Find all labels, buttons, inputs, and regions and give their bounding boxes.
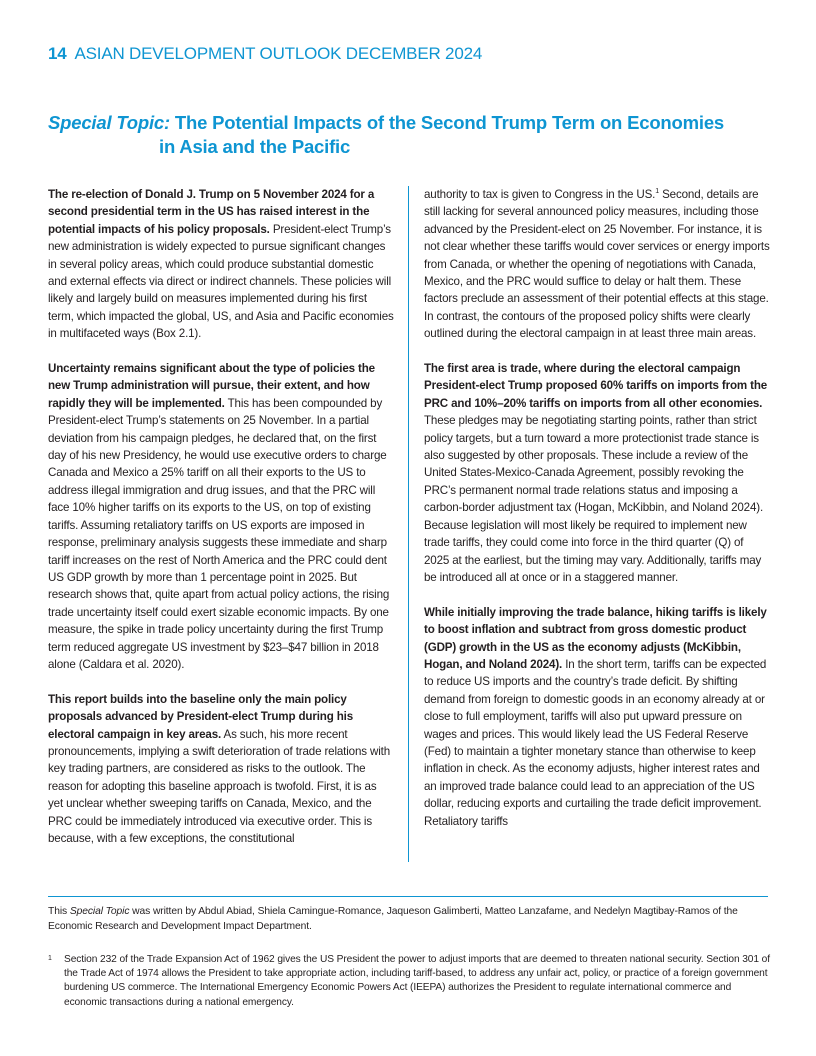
publication-title: ASIAN DEVELOPMENT OUTLOOK DECEMBER 2024 (74, 44, 483, 63)
paragraph-lead: This report builds into the baseline only the main policy proposals advanced by President-elect Trump during his electoral campaign in key areas. (48, 692, 354, 741)
paragraph (48, 186, 394, 343)
paragraph-lead: Uncertainty remains significant about the type of policies the new Trump administration will pursue, their extent, and how rapidly they will be implemented. (48, 362, 375, 410)
footer-rule (48, 896, 768, 897)
column-divider (408, 186, 409, 862)
paragraph-body: President-elect Trump’s new administration is widely expected to pursue significant changes in several policy areas, which could produce substantial domestic and external effects via direct or indirect channels. These policies will likely and largely build on measures implemented during his first term, which impacted the global, US, and Asia and Pacific economies in multifaceted ways (Box 2.1). (48, 222, 394, 341)
paragraph-body: authority to tax is given to Congress in the US. (424, 188, 656, 201)
right-column (424, 186, 770, 847)
left-column (48, 186, 394, 865)
paragraph-lead: The first area is trade, where during the electoral campaign President-elect Trump proposed 60% tariffs on imports from the PRC and 10%–20% tariffs on imports from all other economies. (424, 362, 768, 410)
paragraph-lead: The re-election of Donald J. Trump on 5 November 2024 for a second presidential term in the US has raised interest in the potential impacts of his policy proposals. (48, 188, 375, 236)
page-title (48, 111, 748, 159)
footnote (48, 953, 770, 1010)
paragraph-body: As such, his more recent pronouncements, implying a swift deterioration of trade relations with key trading partners, are considered as risks to the outlook. The reason for adopting this baseline approach is twofold. First, it is as yet unclear whether sweeping tariffs on Canada, Mexico, and the PRC could be immediately introduced via executive order. This is because, with a few exceptions, the constitutional (48, 727, 391, 845)
title-lead: Special Topic: (48, 112, 170, 133)
footnote-number: 1 (48, 955, 52, 962)
paragraph (424, 186, 770, 343)
paragraph-body: In the short term, tariffs can be expected to reduce US imports and the country’s trade deficit. By shifting demand from foreign to domestic goods in an economy already at or close to full employment, tariffs will also put upward pressure on wages and prices. This would likely lead the US Federal Reserve (Fed) to maintain a tighter monetary stance than otherwise to keep inflation in check. As the economy adjusts, higher interest rates and an improved trade balance could lead to an appreciation of the US dollar, reducing exports and curtailing the trade deficit improvement. Retaliatory tariffs (424, 657, 767, 828)
paragraph (48, 360, 394, 673)
paragraph (48, 691, 394, 848)
title-line2: in Asia and the Pacific (159, 136, 351, 157)
credit-text: was written by Abdul Abiad, Shiela Camingue-Romance, Jaqueson Galimberti, Matteo Lanzafame, and Nedelyn Magtibay-Ramos of the Economic Research and Development Impact Department. (48, 906, 738, 932)
page-number: 14 (48, 44, 67, 63)
credit-prefix: This (48, 906, 70, 917)
paragraph-body: This has been compounded by President-elect Trump’s statements on 25 November. In a partial deviation from his campaign pledges, he declared that, on the first day of his new Presidency, he would use executive orders to charge Canada and Mexico a 25% tariff on all their exports to the US to address illegal immigration and drug issues, and that the PRC will face 10% higher tariffs on its exports to the US, on top of existing tariffs. Assuming retaliatory tariffs on US exports are imposed in response, preliminary analysis suggests these immediate and sharp tariff increases on the rest of North America and the PRC could dent US GDP growth by more than 1 percentage point in 2025. But research shows that, quite apart from actual policy actions, the rising trade uncertainty itself could exert sizable economic impacts. By one measure, the spike in trade policy uncertainty during the first Trump term reduced aggregate US investment by $23–$47 billion in 2018 alone (Caldara et al. 2020). (48, 396, 390, 671)
footnote-ref[interactable]: 1 (655, 188, 659, 196)
paragraph (424, 360, 770, 586)
paragraph-body: These pledges may be negotiating starting points, rather than strict policy targets, but a turn toward a more protectionist trade stance is also suggested by other proposals. These include a review of the United States-Mexico-Canada Agreement, possibly revoking the PRC’s permanent normal trade relations status and imposing a carbon-border adjustment tax (Hogan, McKibbin, and Noland 2024). Because legislation will most likely be required to implement new trade tariffs, they could come into force in the third quarter (Q) of 2025 at the earliest, but the timing may vary. Additionally, tariffs may be introduced all at once or in a staggered manner. (424, 414, 764, 584)
author-credit (48, 904, 770, 934)
running-header (48, 44, 482, 64)
paragraph-body: Second, details are still lacking for several announced policy measures, including those advanced by the President-elect on 25 November. For instance, it is not clear whether these tariffs would cover services or energy imports from Canada, or whether the opening of negotiations with Canada, Mexico, and the PRC would suffice to delay or halt them. These factors preclude an assessment of their potential effects at this stage. In contrast, the contours of the proposed policy shifts were clearly outlined during the electoral campaign in at least three main areas. (424, 188, 770, 341)
credit-italic: Special Topic (69, 906, 130, 917)
title-line1: The Potential Impacts of the Second Trump Term on Economies (174, 112, 724, 133)
footnote-text: Section 232 of the Trade Expansion Act of 1962 gives the US President the power to adjust imports that are deemed to threaten national security. Section 301 of the Trade Act of 1974 allows the President to take appropriate action, including tariff-based, to address any unfair act, policy, or practice of a foreign government burdening US commerce. The International Emergency Economic Powers Act (IEEPA) authorizes the President to regulate international commerce and economic transactions during a national emergency. (64, 954, 770, 1008)
paragraph-lead: While initially improving the trade balance, hiking tariffs is likely to boost inflation and subtract from gross domestic product (GDP) growth in the US as the economy adjusts (McKibbin, Hogan, and Noland 2024). (424, 605, 767, 671)
paragraph (424, 604, 770, 830)
